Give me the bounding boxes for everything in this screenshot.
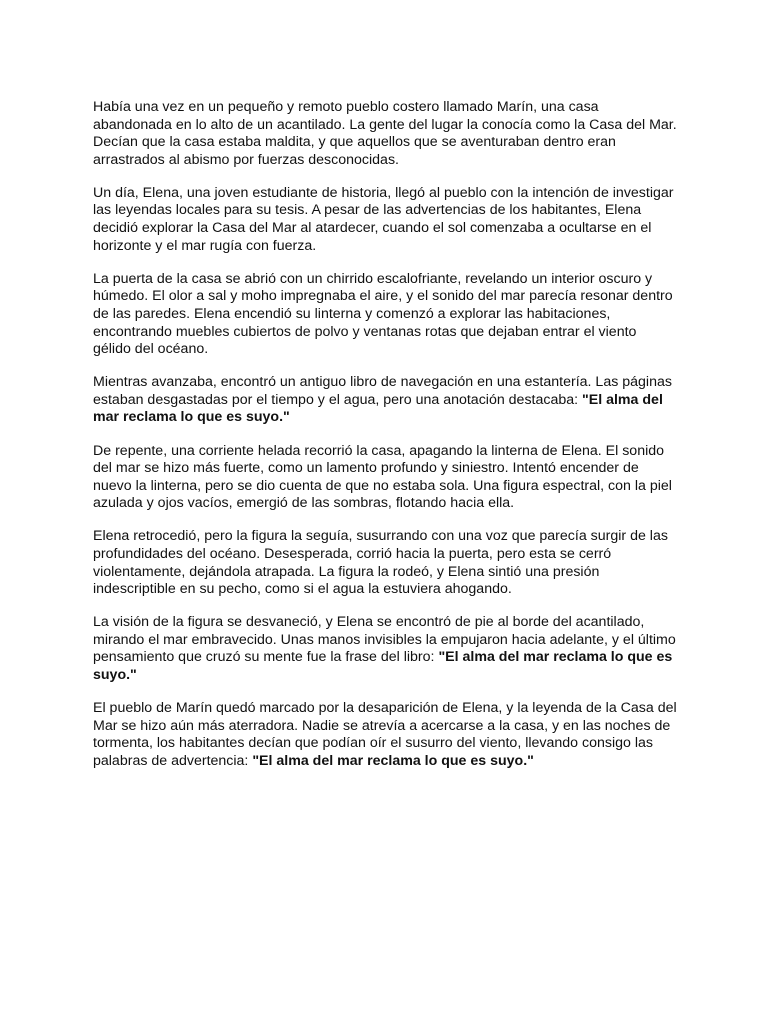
paragraph-bold-quote: "El alma del mar reclama lo que es suyo." — [252, 752, 534, 769]
paragraph-bold-quote: "El alma del mar reclama lo que es suyo." — [93, 391, 663, 426]
paragraph-text: El pueblo de Marín quedó marcado por la desaparición de Elena, y la leyenda de la Casa del Mar se hizo aún más aterradora. Nadie se atrevía a acercarse a la casa, y en las noches de tormenta, los habitantes decían que podían oír el susurro del viento, llevando consigo las palabras de advertencia: — [93, 700, 677, 769]
paragraph-text: Elena retrocedió, pero la figura la seguía, susurrando con una voz que parecía surgir de las profundidades del océano. Desesperada, corrió hacia la puerta, pero esta se cerró violentamente, dejándola atrapada. La figura la rodeó, y Elena sintió una presión indescriptible en su pecho, como si el agua la estuviera ahogando. — [93, 528, 668, 598]
paragraph-6 — [93, 528, 678, 598]
paragraph-4 — [93, 374, 678, 427]
paragraph-1 — [93, 99, 678, 169]
paragraph-text: La puerta de la casa se abrió con un chirrido escalofriante, revelando un interior oscuro y húmedo. El olor a sal y moho impregnaba el aire, y el sonido del mar parecía resonar dentro de las paredes. Elena encendió su linterna y comenzó a explorar las habitaciones, encontrando muebles cubiertos de polvo y ventanas rotas que dejaban entrar el viento gélido del océano. — [93, 270, 673, 358]
paragraph-text: La visión de la figura se desvaneció, y Elena se encontró de pie al borde del acantilado, mirando el mar embravecido. Unas manos invisibles la empujaron hacia adelante, y el último pensamiento que cruzó su mente fue la frase del libro: — [93, 614, 676, 666]
paragraph-bold-quote: "El alma del mar reclama lo que es suyo." — [93, 649, 673, 684]
paragraph-2 — [93, 185, 678, 255]
paragraph-3 — [93, 271, 678, 359]
document-body — [93, 99, 678, 786]
paragraph-7 — [93, 614, 678, 684]
paragraph-text: Un día, Elena, una joven estudiante de historia, llegó al pueblo con la intención de investigar las leyendas locales para su tesis. A pesar de las advertencias de los habitantes, Elena decidió explorar la Casa del Mar al atardecer, cuando el sol comenzaba a ocultarse en el horizonte y el mar rugía con fuerza. — [93, 184, 674, 254]
paragraph-8 — [93, 700, 678, 770]
paragraph-text: Había una vez en un pequeño y remoto pueblo costero llamado Marín, una casa abandonada en lo alto de un acantilado. La gente del lugar la conocía como la Casa del Mar. Decían que la casa estaba maldita, y que aquellos que se aventuraban dentro eran arrastrados al abismo por fuerzas desconocidas. — [93, 99, 677, 168]
paragraph-text: Mientras avanzaba, encontró un antiguo libro de navegación en una estantería. Las páginas estaban desgastadas por el tiempo y el agua, pero una anotación destacaba: — [93, 374, 672, 408]
paragraph-text: De repente, una corriente helada recorrió la casa, apagando la linterna de Elena. El sonido del mar se hizo más fuerte, como un lamento profundo y siniestro. Intentó encender de nuevo la linterna, pero se dio cuenta de que no estaba sola. Una figura espectral, con la piel azulada y ojos vacíos, emergió de las sombras, flotando hacia ella. — [93, 442, 672, 512]
paragraph-5 — [93, 443, 678, 513]
